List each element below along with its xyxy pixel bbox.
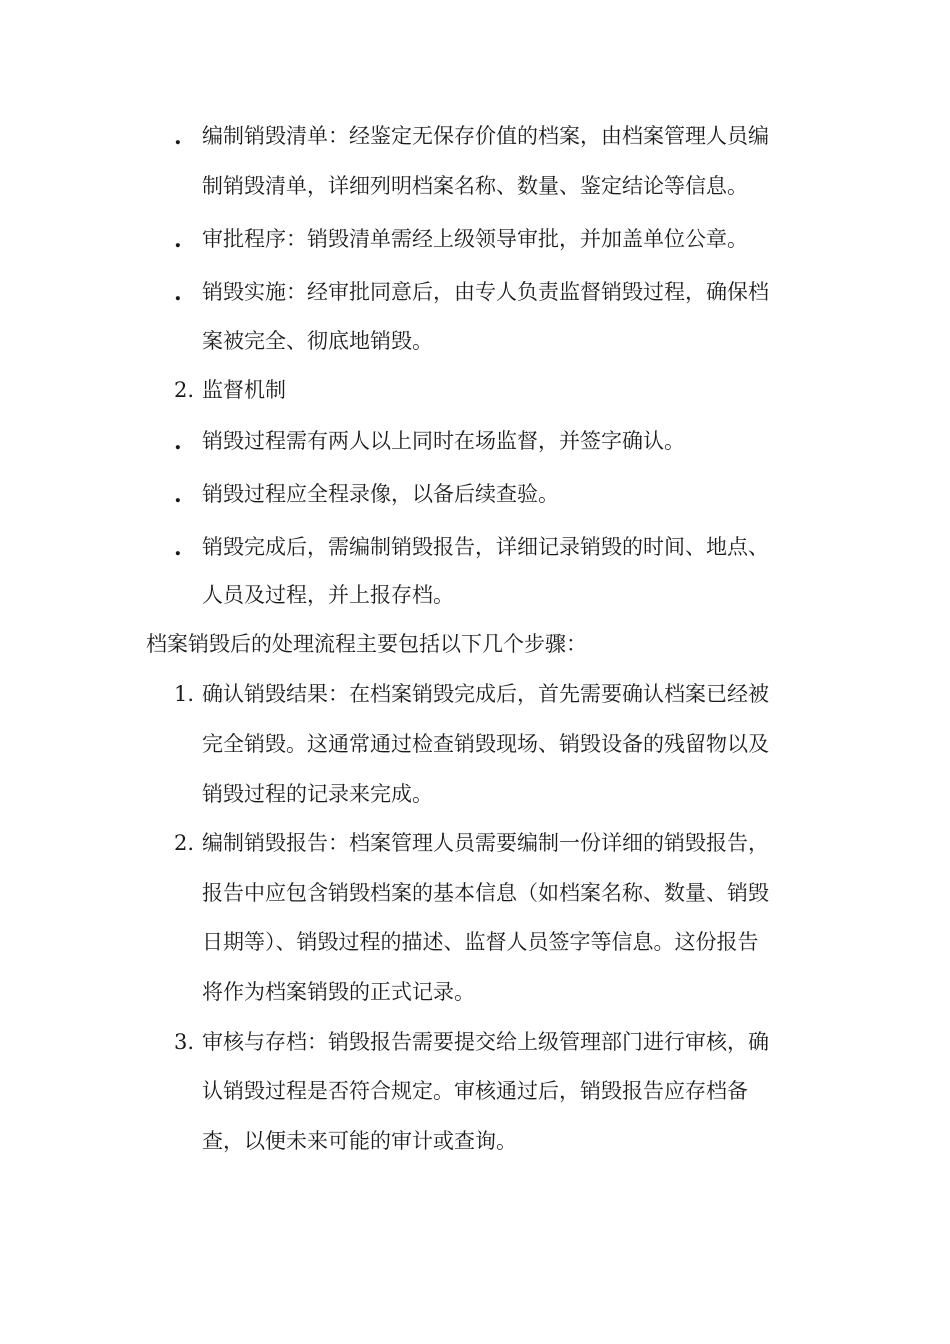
bullet-marker: . — [174, 280, 182, 306]
text-line: 销毁完成后，需编制销毁报告，详细记录销毁的时间、地点、 — [202, 535, 769, 559]
text-line: 审批程序：销毁清单需经上级领导审批，并加盖单位公章。 — [202, 227, 748, 251]
text-line: 日期等）、销毁过程的描述、监督人员签字等信息。这份报告 — [202, 930, 759, 954]
section-number: 2. — [174, 378, 195, 402]
text-line: 查，以便未来可能的审计或查询。 — [202, 1129, 517, 1153]
text-line: 编制销毁报告：档案管理人员需要编制一份详细的销毁报告， — [202, 831, 769, 855]
bullet-marker: . — [174, 124, 182, 150]
section-heading: 监督机制 — [202, 378, 286, 402]
text-line: 认销毁过程是否符合规定。审核通过后，销毁报告应存档备 — [202, 1079, 748, 1103]
text-line: 销毁过程应全程录像，以备后续查验。 — [202, 482, 559, 506]
bullet-marker: . — [174, 227, 182, 253]
text-line: 人员及过程，并上报存档。 — [202, 583, 454, 607]
text-line: 销毁实施：经审批同意后，由专人负责监督销毁过程，确保档 — [202, 280, 769, 304]
text-line: 案被完全、彻底地销毁。 — [202, 329, 433, 353]
text-line: 销毁过程需有两人以上同时在场监督，并签字确认。 — [202, 429, 685, 453]
step-number: 1. — [174, 682, 195, 706]
bullet-marker: . — [174, 535, 182, 561]
text-line: 报告中应包含销毁档案的基本信息（如档案名称、数量、销毁 — [202, 881, 769, 905]
text-line: 确认销毁结果：在档案销毁完成后，首先需要确认档案已经被 — [202, 682, 769, 706]
bullet-marker: . — [174, 482, 182, 508]
text-line: 完全销毁。这通常通过检查销毁现场、销毁设备的残留物以及 — [202, 732, 769, 756]
bullet-marker: . — [174, 429, 182, 455]
intro-paragraph: 档案销毁后的处理流程主要包括以下几个步骤： — [146, 632, 587, 656]
text-line: 审核与存档：销毁报告需要提交给上级管理部门进行审核，确 — [202, 1030, 769, 1054]
text-line: 将作为档案销毁的正式记录。 — [202, 980, 475, 1004]
text-line: 销毁过程的记录来完成。 — [202, 782, 433, 806]
step-number: 3. — [174, 1030, 195, 1054]
step-number: 2. — [174, 831, 195, 855]
text-line: 编制销毁清单：经鉴定无保存价值的档案，由档案管理人员编 — [202, 124, 769, 148]
text-line: 制销毁清单，详细列明档案名称、数量、鉴定结论等信息。 — [202, 174, 748, 198]
